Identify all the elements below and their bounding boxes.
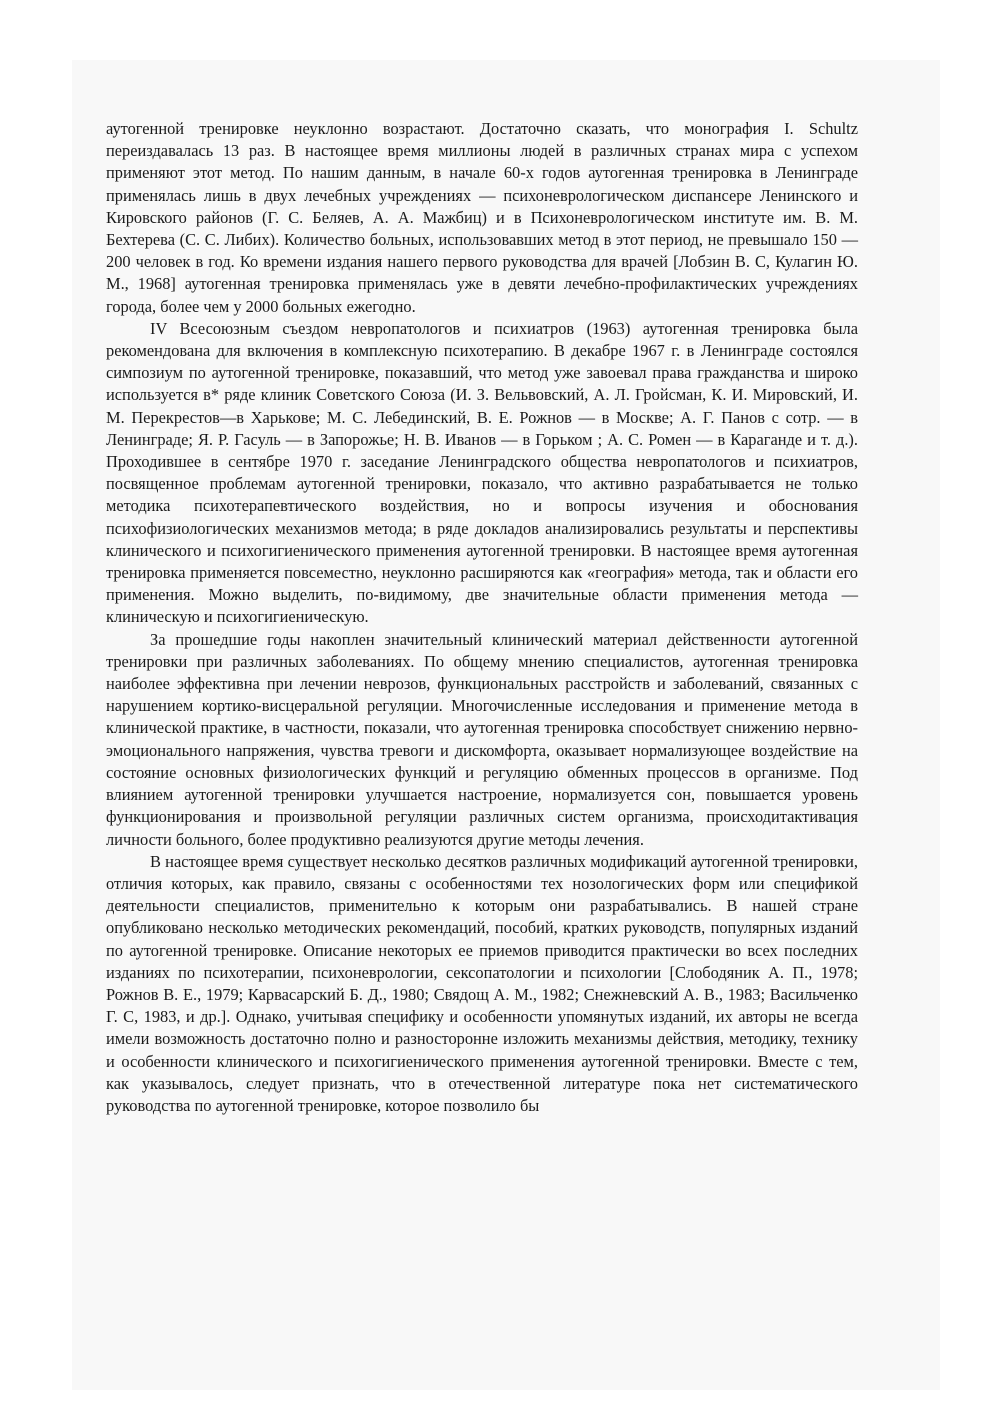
paragraph-3: За прошедшие годы накоплен значительный клинический материал действенности аутогенной тренировки при различных заболеваниях. По общему мнению специалистов, аутогенная тренировка наиболее эффективна при лечении неврозов, функциональных расстройств и заболеваний, связанных с нарушением кортико-висцеральной регуляции. Многочисленные исследования и применение метода в клинической практике, в частности, показали, что аутогенная тренировка способствует снижению нервно-эмоционального напряжения, чувства тревоги и дискомфорта, оказывает нормализующее воздействие на состояние основных физиологических функций и регуляцию обменных процессов в организме. Под влиянием аутогенной тренировки улучшается настроение, нормализуется сон, повышается уровень функционирования и произвольной регуляции различных систем организма, происходитактивация личности больного, более продуктивно реализуются другие методы лечения. [106,629,858,849]
paragraph-4: В настоящее время существует несколько десятков различных модификаций аутогенной тренировки, отличия которых, как правило, связаны с особенностями тех нозологических форм или спецификой деятельности специалистов, применительно к которым они разрабатывались. В нашей стране опубликовано несколько методических рекомендаций, пособий, кратких руководств, популярных изданий по аутогенной тренировке. Описание некоторых ее приемов приводится практически во всех последних изданиях по психотерапии, психоневрологии, сексопатологии и психологии [Слободяник А. П., 1978; Рожнов В. Е., 1979; Карвасарский Б. Д., 1980; Свядощ А. М., 1982; Снежневский А. В., 1983; Васильченко Г. С, 1983, и др.]. Однако, учитывая специфику и особенности упомянутых изданий, их авторы не всегда имели возможность достаточно полно и разносторонне изложить механизмы действия, методику, технику и особенности клинического и психогигиенического применения аутогенной тренировки. Вместе с тем, как указывалось, следует признать, что в отечественной литературе пока нет систематического руководства по аутогенной тренировке, которое позволило бы [106,851,858,1115]
document-body [106,118,858,1117]
paragraph-1: аутогенной тренировке неуклонно возрастают. Достаточно сказать, что монография I. Schultz переиздавалась 13 раз. В настоящее время миллионы людей в различных странах мира с успехом применяют этот метод. По нашим данным, в начале 60-х годов аутогенная тренировка в Ленинграде применялась лишь в двух лечебных учреждениях — психоневрологическом диспансере Ленинского и Кировского районов (Г. С. Беляев, А. А. Мажбиц) и в Психоневрологическом институте им. В. М. Бехтерева (С. С. Либих). Количество больных, использовавших метод в этот период, не превышало 150 — 200 человек в год. Ко времени издания нашего первого руководства для врачей [Лобзин В. С, Кулагин Ю. М., 1968] аутогенная тренировка применялась уже в девяти лечебно-профилактических учреждениях города, более чем у 2000 больных ежегодно. [106,119,858,316]
paragraph-2: IV Всесоюзным съездом невропатологов и психиатров (1963) аутогенная тренировка была рекомендована для включения в комплексную психотерапию. В декабре 1967 г. в Ленинграде состоялся симпозиум по аутогенной тренировке, показавший, что метод уже завоевал права гражданства и широко используется в* ряде клиник Советского Союза (И. З. Вельвовский, А. Л. Гройсман, К. И. Мировский, И. М. Перекрестов—в Харькове; М. С. Лебединский, В. Е. Рожнов — в Москве; А. Г. Панов с сотр. — в Ленинграде; Я. Р. Гасуль — в Запорожье; Н. В. Иванов — в Горьком ; А. С. Ромен — в Караганде и т. д.). Проходившее в сентябре 1970 г. заседание Ленинградского общества невропатологов и психиатров, посвященное проблемам аутогенной тренировки, показало, что активно разрабатывается не только методика психотерапевтического воздействия, но и вопросы изучения и обоснования психофизиологических механизмов метода; в ряде докладов анализировались результаты и перспективы клинического и психогигиенического применения аутогенной тренировки. В настоящее время аутогенная тренировка применяется повсеместно, неуклонно расширяются как «география» метода, так и области его применения. Можно выделить, по-видимому, две значительные области применения метода — клиническую и психогигиеническую. [106,318,858,627]
